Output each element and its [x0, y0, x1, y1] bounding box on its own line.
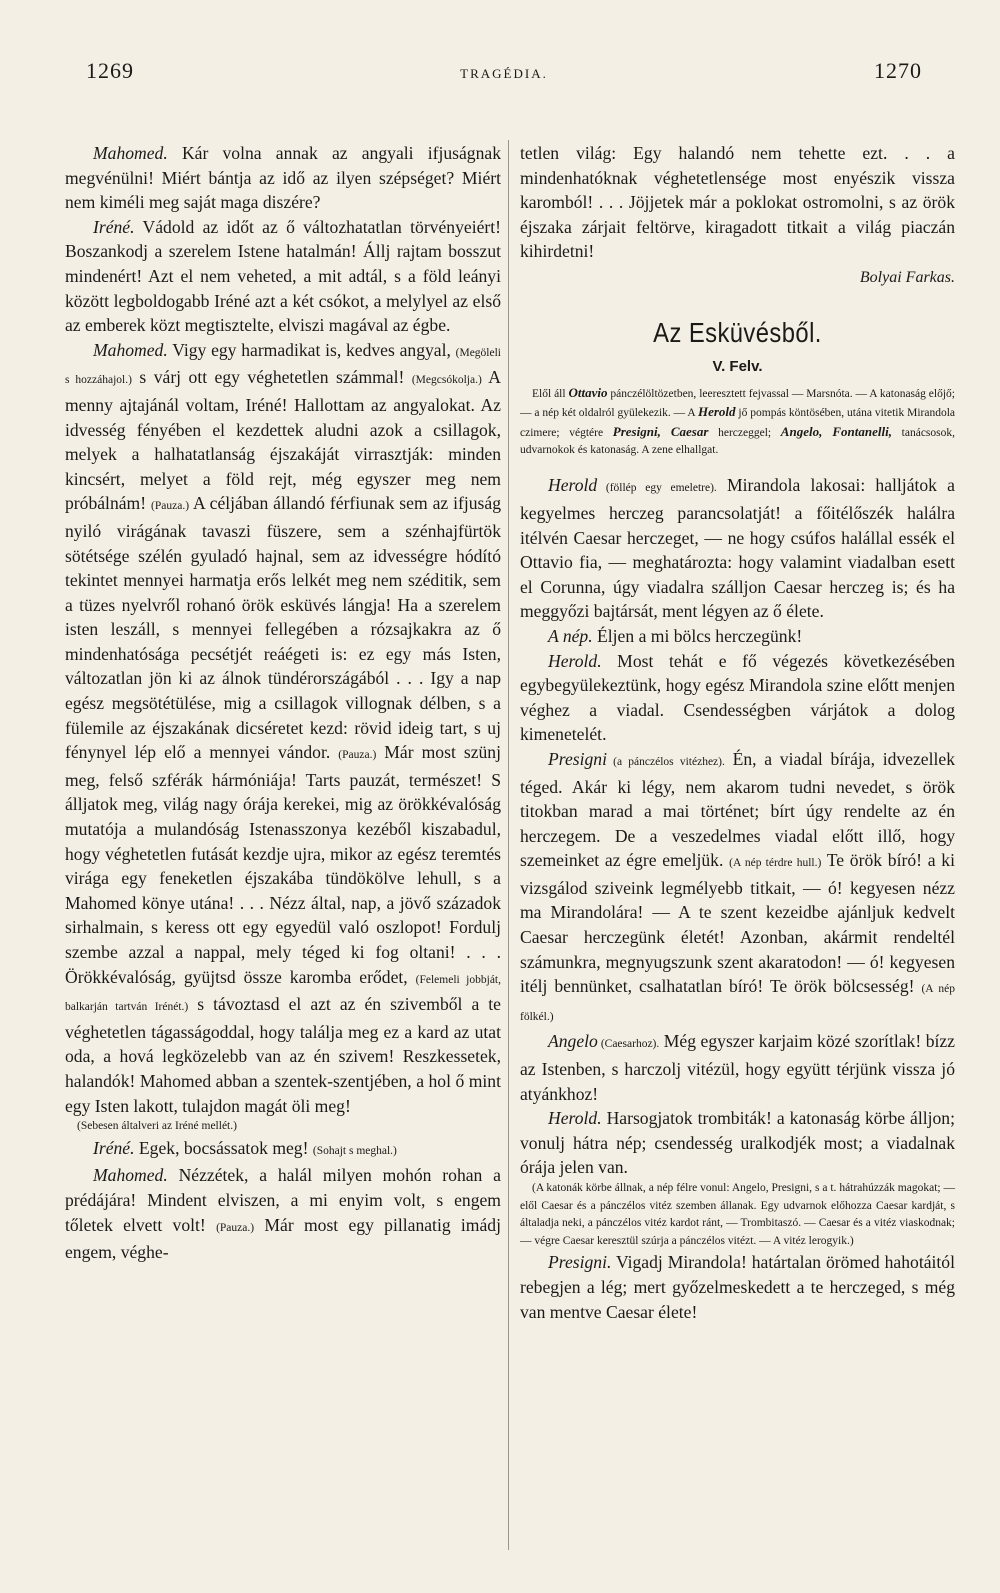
- dialogue-text: Most tehát e fő végezés következésében egybegyülekeztünk, hogy egész Mirandola szine előtt menjen véghez a viadal. Csendességben várjátok a dolog kimenetelét.: [520, 650, 955, 745]
- dialogue-text: Vádold az időt az ő változhatatlan törvényeiért! Boszankodj a szerelem Istene hatalmán! Állj rajtam bosszut mindenért! Azt el nem veheted, a mit adtál, s a föld leányi között legboldogabb Iréné azt a két csókot, a melylyel az első az emberek közt megtisztelte, elviszi magával az égbe.: [65, 216, 501, 336]
- speaker-name: Herold.: [548, 1108, 602, 1129]
- speaker-name: Presigni.: [548, 1252, 612, 1273]
- dialogue-text: Kár volna annak az angyali ifjuságnak megvénülni! Miért bántja az idő az ilyen szépséget? Miért nem kiméli meg saját maga diszére?: [65, 143, 501, 213]
- page-header: [86, 58, 922, 98]
- paragraph: [65, 338, 501, 1118]
- stage-direction: (Sebesen általveri az Iréné mellét.): [77, 1120, 237, 1133]
- author-signature: Bolyai Farkas.: [859, 268, 955, 286]
- paragraph: [65, 1136, 501, 1164]
- stage-direction: (A nép térdre hull.): [729, 857, 822, 870]
- left-column: [65, 141, 501, 1265]
- speaker-name: A nép.: [548, 625, 593, 646]
- paragraph: [65, 141, 501, 215]
- speaker-name: Iréné.: [93, 1137, 135, 1158]
- character-name: Angelo, Fontanelli,: [780, 423, 892, 439]
- stage-direction: (Sohajt s meghal.): [312, 1144, 397, 1157]
- dialogue-text: Te örök bíró! a ki vizsgálod sziveink legmélyebb titkait, — ó! kegyesen nézz ma Mirandolára! — A te szent kezeidbe ajánljuk kedvelt Caesar herczegünk életét! Azonban, akármit rendeltél számunkra, megnyugszunk szent akaratodon! — ó! kegyesen itélj bennünket, csalhatatlan bíró! Te örök bölcsesség!: [520, 850, 955, 997]
- paragraph: [520, 747, 955, 1030]
- stage-direction: (föllép egy emeletre).: [597, 482, 717, 495]
- paragraph: [520, 1250, 955, 1324]
- paragraph: [520, 649, 955, 747]
- paragraph: [520, 473, 955, 624]
- dialogue-text: Nézzétek, a halál milyen mohón rohan a prédájára! Mindent elviszen, a mi enyim volt, s engem tőletek elvett volt!: [65, 1165, 501, 1235]
- speaker-name: Iréné.: [93, 216, 135, 237]
- direction-text: tanácsosok, udvarnokok és katonaság. A zene elhallgat.: [520, 426, 955, 456]
- act-title: V. Felv.: [712, 358, 763, 376]
- speaker-name: Mahomed.: [93, 339, 168, 360]
- paragraph: [520, 624, 955, 649]
- speaker-name: Herold.: [548, 650, 602, 671]
- paragraph: [65, 1163, 501, 1264]
- stage-direction: (a pánczélos vitézhez).: [606, 755, 725, 768]
- stage-direction: (Pauza.): [151, 500, 190, 513]
- page-number-right: 1270: [874, 58, 922, 83]
- column-divider: [508, 140, 509, 1550]
- speaker-name: Angelo: [548, 1031, 598, 1052]
- dialogue-text: s várj ott egy véghetetlen számmal!: [131, 367, 412, 388]
- dialogue-text: Vigadj Mirandola! határtalan örömed hahotáitól rebegjen a lég; mert győzelmeskedett a te herczeged, s még van mentve Caesar élete!: [520, 1252, 955, 1322]
- dialogue-text: Még egyszer karjaim közé szorítlak! bízz az Istenben, s harczolj vitézül, hogy együtt térjünk vissza jó atyánkhoz!: [520, 1031, 955, 1104]
- page-number-left: 1269: [86, 58, 134, 83]
- stage-direction: (Felemeli jobbját, balkarján tartván Irénét.): [65, 973, 501, 1014]
- character-name: Ottavio: [568, 384, 608, 400]
- stage-direction: (Pauza.): [338, 749, 377, 762]
- speaker-name: Presigni: [548, 748, 607, 769]
- direction-text: pánczélöltözetben, leeresztett fejvassal — Marsnóta. — A katonaság előjő; — a nép két oldalról gyülekezik. — A: [520, 387, 955, 420]
- direction-text: Elől áll: [532, 387, 569, 400]
- speaker-name: Mahomed.: [93, 1165, 168, 1186]
- paragraph: [520, 1029, 955, 1106]
- dialogue-text: Éljen a mi bölcs herczegünk!: [592, 625, 803, 646]
- direction-text: jő pompás köntösében, utána vitetik Mirandola czimere; végtére: [520, 407, 956, 439]
- stage-direction: (Megcsókolja.): [411, 374, 482, 387]
- dialogue-text: Harsogjatok trombiták! a katonaság körbe álljon; vonulj hátra nép; csendesség uralkodjék most; a viadalnak órája jelen van.: [520, 1108, 955, 1178]
- stage-direction: (Caesarhoz).: [597, 1038, 660, 1051]
- section-title: Az Esküvésből.: [653, 316, 822, 348]
- speaker-name: Herold: [548, 475, 598, 496]
- dialogue-text: A céljában állandó férfiunak sem az ifjuság nyiló virágának tavaszi füszere, sem a szénhajfürtök sötétsége szélén gyuladó hajnal, sem az idvességre hódító tekintet mennyei harmatja erős lelkét meg nem széditik, sem a tüzes nyelvről rohanó örök esküvés lángja! Ha a szerelem isten leszáll, s mennyei fellegében a rózsajkakra az ő mindenhatósága pecsétjét reáégeti is: ez egy más Isten, változatlan jön ki az álnok tündérországából . . . Igy a nap egész megsötétülése, mig a csillagok villognak délben, s a fülemile az éjszakának dicséretet kezd: rövid ideig tart, s uj fénynyel lép elő a mennyei vándor.: [65, 493, 501, 763]
- dialogue-text: Egek, bocsássatok meg!: [134, 1137, 313, 1158]
- stage-direction: (A katonák körbe állnak, a nép félre vonul: Angelo, Presigni, s a t. hátrahúzzák magokat; — elől Caesar és a pánczélos vitéz szemben állanak. Egy udvarnok előhozza Caesar kardját, s általadja neki, a pánczélos vitéz kardot ránt, — Trombitaszó. — Caesar és a vitéz viaskodnak; — végre Caesar keresztül szúrja a pánczélos vitézt. — A vitéz lerogyik.): [520, 1182, 955, 1247]
- character-name: Presigni, Caesar: [612, 423, 709, 439]
- dialogue-text: Mirandola lakosai: halljátok a kegyelmes herczeg parancsolatját! a főitélőszék halálra itélvén Caesar herczeget, — ne hogy csúfos halállal essék el Ottavio fia, — meghatározta: hogy valamint viadalban esett el Corunna, úgy viadalra szálljon Caesar herczeg is; és ha meggyőzi bajtársát, ment légyen az ő élete.: [520, 475, 955, 622]
- dialogue-text: Én, a viadal bírája, idvezellek téged. Akár ki légy, nem akarom tudni nevedet, s örök titokban marad a mai történet; bírt úgy rendelte az én herczegem. De a veszedelmes viadal előtt illő, hogy szemeinket az égre emeljük.: [520, 748, 955, 871]
- dialogue-text: Már most egy pillanatig imádj engem, véghe-: [65, 1214, 501, 1263]
- stage-direction-block: [520, 384, 955, 460]
- stage-direction: (Megöleli s hozzáhajol.): [65, 346, 501, 387]
- paragraph: [65, 215, 501, 338]
- running-title: TRAGÉDIA.: [460, 66, 548, 81]
- dialogue-text: Már most szünj meg, felső szférák hármóniája! Tarts pauzát, természet! S álljatok meg, világ nagy órája kerekei, mig az örökkévalóság mutatója a mulandóság Istenasszonya kezéből kiszabadul, hogy véghetetlen futását kezdje ujra, mikor az egész teremtés virága egy feneketlen éjszakába tündökölve lehull, s a Mahomed könye utána! . . . Nézz által, nap, a jövő századok sirhalmain, s keress ott egy egyedül való oszlopot! Fordulj szembe azzal a nappal, mely téged ki fog oltani! . . . Örökkévalóság, gyüjtsd össze karomba erődet,: [65, 742, 501, 987]
- stage-direction: (Pauza.): [216, 1221, 255, 1234]
- paragraph: [520, 1106, 955, 1180]
- dialogue-text: A menny ajtajánál voltam, Iréné! Hallottam az angyalokat. Az idvesség fényében el kezdettek aludni azok a csillagok, melyek a halhatatlanság éjszakáját virrasztják: minden kincsért, melyet a föld rejt, még egyszer meg nem próbálnám!: [65, 367, 501, 514]
- character-name: Herold: [697, 404, 736, 420]
- dialogue-text: Vigy egy harmadikat is, kedves angyal,: [167, 339, 456, 360]
- paragraph: tetlen világ: Egy halandó nem tehette ezt. . . a mindenhatóknak véghetetlensége most enyészik vissza karomból! . . . Jöjjetek már a poklokat ostromolni, s az örök éjszaka zárjait feltörve, kiragadott titkait a világ piaczán kihirdetni!: [520, 143, 955, 262]
- right-column: [520, 141, 955, 1324]
- dialogue-text: s távoztasd el azt az én szivemből a te véghetetlen tágasságoddal, hogy találja meg ez a kard az utat oda, a hová legközelebb van az én szivem! Reszkessetek, halandók! Mahomed abban a szentek-szentjében, a hol ő mint egy Isten lakott, tulajdon magát öli meg!: [65, 994, 501, 1116]
- stage-direction: (A nép fölkél.): [520, 983, 956, 1023]
- direction-text: herczeggel;: [708, 426, 781, 439]
- speaker-name: Mahomed.: [93, 143, 168, 163]
